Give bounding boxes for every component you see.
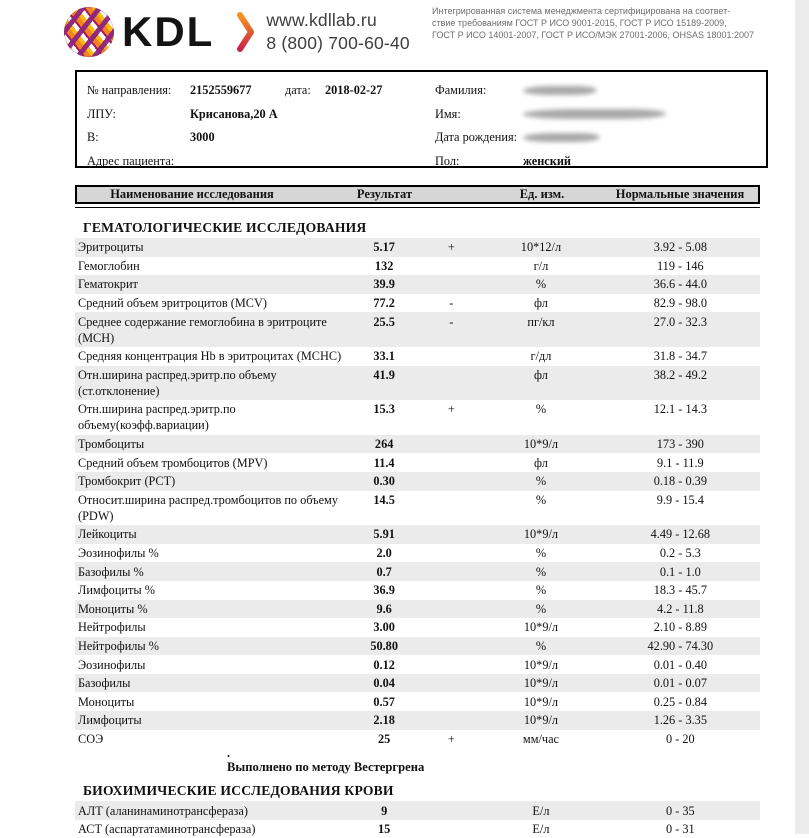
cell-test-name: Эозинофилы % xyxy=(78,546,159,561)
cell-normal-range: 0.01 - 0.07 xyxy=(653,676,707,691)
table-row xyxy=(75,600,760,619)
cell-unit: % xyxy=(535,583,547,598)
table-row xyxy=(75,820,760,838)
cell-result-value: 5.17 xyxy=(373,240,395,255)
cell-normal-range: 173 - 390 xyxy=(656,437,704,452)
cell-normal-range: 27.0 - 32.3 xyxy=(653,314,707,329)
cell-result-value: 36.9 xyxy=(373,583,395,598)
cell-result-value: 0.04 xyxy=(373,676,395,691)
table-row xyxy=(75,801,760,820)
scrollbar-track[interactable] xyxy=(795,0,809,834)
cell-normal-range: 42.90 - 74.30 xyxy=(647,638,714,653)
table-row xyxy=(75,312,760,347)
table-row xyxy=(75,674,760,693)
cell-result-value: 9.6 xyxy=(376,601,392,616)
table-row xyxy=(75,491,760,526)
cell-normal-range: 9.1 - 11.9 xyxy=(656,455,704,470)
cell-unit: 10*9/л xyxy=(523,527,559,542)
referral-label: № направления: xyxy=(87,83,172,98)
cell-result-value: 2.0 xyxy=(376,546,392,561)
contact-block xyxy=(266,9,410,55)
cell-normal-range: 2.10 - 8.89 xyxy=(653,620,707,635)
cell-unit: % xyxy=(535,546,547,561)
cell-result-value: 15 xyxy=(378,822,391,837)
redacted-name xyxy=(523,109,666,119)
cell-unit: мм/час xyxy=(522,731,559,746)
cell-test-name: Эритроциты xyxy=(78,240,144,255)
cell-unit: % xyxy=(535,474,547,489)
lpu-value: Крисанова,20 А xyxy=(190,106,278,121)
cell-unit: % xyxy=(535,277,547,292)
date-label: дата: xyxy=(285,83,311,98)
cell-result-value: 50.80 xyxy=(370,638,398,653)
cell-test-name: Моноциты % xyxy=(78,601,148,616)
cell-test-name: АСТ (аспартатаминотрансфераза) xyxy=(78,822,256,837)
table-row xyxy=(75,581,760,600)
kdl-logo-ball-icon xyxy=(64,7,114,57)
chevron-icon xyxy=(236,11,256,53)
cell-normal-range: 0 - 31 xyxy=(665,822,695,837)
cell-unit: г/л xyxy=(533,258,549,273)
cell-unit: 10*9/л xyxy=(523,437,559,452)
section-title: ГЕМАТОЛОГИЧЕСКИЕ ИССЛЕДОВАНИЯ xyxy=(83,220,367,235)
cell-unit: % xyxy=(535,402,547,417)
cell-result-value: 2.18 xyxy=(373,713,395,728)
cell-abnormal-flag: + xyxy=(447,402,455,417)
cell-result-value: 25.5 xyxy=(373,314,395,329)
certification-line: ствие требованиям ГОСТ Р ИСО 9001-2015, ГОСТ Р ИСО 15189-2009, xyxy=(432,18,727,29)
name-label: Имя: xyxy=(435,106,461,121)
cell-unit: фл xyxy=(534,367,548,382)
cell-test-name: Средний объем эритроцитов (MCV) xyxy=(78,296,267,311)
table-row xyxy=(75,692,760,711)
birthdate-label: Дата рождения: xyxy=(435,130,518,145)
table-row xyxy=(75,562,760,581)
cell-abnormal-flag: + xyxy=(447,731,455,746)
table-row xyxy=(75,257,760,276)
cell-normal-range: 0.2 - 5.3 xyxy=(659,546,701,561)
footnote-dot: . xyxy=(227,746,231,761)
cell-test-name: Средний объем тромбоцитов (MPV) xyxy=(78,455,268,470)
cell-test-name: Лимфоциты xyxy=(78,713,142,728)
cell-test-name: Нейтрофилы xyxy=(78,620,146,635)
v-value: 3000 xyxy=(190,130,215,145)
cell-normal-range: 0 - 20 xyxy=(665,731,695,746)
table-row xyxy=(75,544,760,563)
cell-normal-range: 38.2 - 49.2 xyxy=(653,367,707,382)
letterhead xyxy=(64,4,410,60)
cell-result-value: 0.7 xyxy=(376,564,392,579)
cell-unit: Е/л xyxy=(532,803,550,818)
cell-result-value: 132 xyxy=(374,258,394,273)
cell-result-value: 0.57 xyxy=(373,694,395,709)
table-row xyxy=(75,730,760,749)
table-row xyxy=(75,275,760,294)
table-row xyxy=(75,238,760,257)
cell-normal-range: 3.92 - 5.08 xyxy=(653,240,707,255)
cell-normal-range: 119 - 146 xyxy=(656,258,704,273)
cell-unit: 10*12/л xyxy=(520,240,562,255)
cell-unit: % xyxy=(535,492,547,507)
table-row xyxy=(75,347,760,366)
cell-unit: пг/кл xyxy=(527,314,555,329)
col-header-range: Нормальные значения xyxy=(615,187,745,201)
cell-result-value: 11.4 xyxy=(373,455,395,470)
table-row xyxy=(75,655,760,674)
certification-line: Интегрированная система менеджмента сертифицирована на соответ- xyxy=(432,6,731,16)
cell-test-name: Моноциты xyxy=(78,694,135,709)
patient-info-box xyxy=(75,70,768,168)
cell-test-name: Среднее содержание гемоглобина в эритроците (MCH) xyxy=(78,314,327,345)
cell-abnormal-flag: - xyxy=(449,296,454,311)
cell-result-value: 39.9 xyxy=(373,277,395,292)
report-body xyxy=(75,212,760,838)
certification-text xyxy=(432,5,798,41)
cell-unit: фл xyxy=(534,455,548,470)
cell-normal-range: 0.1 - 1.0 xyxy=(659,564,701,579)
website-link[interactable]: www.kdllab.ru xyxy=(266,10,377,31)
cell-test-name: Эозинофилы xyxy=(78,657,146,672)
cell-test-name: Средняя концентрация Hb в эритроцитах (MCHC) xyxy=(78,349,342,364)
cell-normal-range: 82.9 - 98.0 xyxy=(653,296,707,311)
redacted-birthdate xyxy=(523,133,600,142)
cell-result-value: 33.1 xyxy=(373,349,395,364)
cell-result-value: 3.00 xyxy=(373,620,395,635)
table-row xyxy=(75,711,760,730)
cell-test-name: Гемоглобин xyxy=(78,258,140,273)
table-row xyxy=(75,435,760,454)
cell-unit: 10*9/л xyxy=(523,657,559,672)
certification-line: ГОСТ Р ИСО 14001-2007, ГОСТ Р ИСО/МЭК 27001-2006, OHSAS 18001:2007 xyxy=(432,30,755,41)
cell-normal-range: 4.49 - 12.68 xyxy=(650,527,711,542)
cell-normal-range: 0.18 - 0.39 xyxy=(653,474,707,489)
cell-result-value: 41.9 xyxy=(373,367,395,382)
patient-box-left xyxy=(87,79,382,173)
cell-test-name: Лимфоциты % xyxy=(78,583,155,598)
table-row xyxy=(75,472,760,491)
table-row xyxy=(75,294,760,313)
section-title: БИОХИМИЧЕСКИЕ ИССЛЕДОВАНИЯ КРОВИ xyxy=(83,783,394,799)
col-header-result: Результат xyxy=(356,187,413,201)
table-row xyxy=(75,453,760,472)
cell-normal-range: 18.3 - 45.7 xyxy=(653,583,707,598)
cell-test-name: Отн.ширина распред.эритр.по объему (ст.отклонение) xyxy=(78,367,277,398)
cell-normal-range: 4.2 - 11.8 xyxy=(656,601,704,616)
table-row xyxy=(75,400,760,435)
col-header-name: Наименование исследования xyxy=(110,187,274,201)
cell-test-name: Тромбокрит (PCT) xyxy=(78,474,176,489)
phone-number: 8 (800) 700-60-40 xyxy=(266,33,410,53)
redacted-surname xyxy=(523,86,597,95)
cell-unit: 10*9/л xyxy=(523,694,559,709)
cell-result-value: 14.5 xyxy=(373,492,395,507)
cell-unit: Е/л xyxy=(532,822,550,837)
cell-unit: 10*9/л xyxy=(523,620,559,635)
cell-test-name: Отн.ширина распред.эритр.по объему(коэфф.вариации) xyxy=(78,402,236,433)
patient-box-right xyxy=(435,79,666,173)
cell-test-name: Нейтрофилы % xyxy=(78,638,160,653)
cell-result-value: 0.30 xyxy=(373,474,395,489)
kdl-logo-text: KDL xyxy=(122,8,215,55)
table-row xyxy=(75,618,760,637)
cell-result-value: 264 xyxy=(374,437,394,452)
cell-result-value: 5.91 xyxy=(373,527,395,542)
cell-unit: 10*9/л xyxy=(523,713,559,728)
cell-normal-range: 12.1 - 14.3 xyxy=(653,402,707,417)
cell-unit: г/дл xyxy=(530,349,552,364)
cell-abnormal-flag: + xyxy=(447,240,455,255)
cell-test-name: Базофилы xyxy=(78,676,131,691)
col-header-unit: Ед. изм. xyxy=(519,187,565,201)
v-label: В: xyxy=(87,130,99,145)
cell-abnormal-flag: - xyxy=(449,314,454,329)
cell-normal-range: 31.8 - 34.7 xyxy=(653,349,707,364)
cell-result-value: 77.2 xyxy=(373,296,395,311)
address-label: Адрес пациента: xyxy=(87,153,175,168)
cell-test-name: СОЭ xyxy=(78,731,104,746)
referral-value: 2152559677 xyxy=(190,83,252,98)
cell-normal-range: 0.01 - 0.40 xyxy=(653,657,707,672)
cell-result-value: 9 xyxy=(381,803,388,818)
cell-unit: 10*9/л xyxy=(523,676,559,691)
method-note: Выполнено по методу Вестергрена xyxy=(227,760,425,775)
cell-unit: % xyxy=(535,638,547,653)
cell-normal-range: 9.9 - 15.4 xyxy=(656,492,704,507)
cell-normal-range: 1.26 - 3.35 xyxy=(653,713,707,728)
cell-unit: % xyxy=(535,564,547,579)
sex-value: женский xyxy=(523,153,572,168)
table-row xyxy=(75,637,760,656)
cell-test-name: Лейкоциты xyxy=(78,527,137,542)
sex-label: Пол: xyxy=(435,153,460,168)
cell-result-value: 25 xyxy=(378,731,391,746)
cell-test-name: Относит.ширина распред.тромбоцитов по объему (PDW) xyxy=(78,492,338,523)
cell-test-name: Тромбоциты xyxy=(78,437,145,452)
cell-unit: фл xyxy=(534,296,548,311)
cell-test-name: Базофилы % xyxy=(78,564,144,579)
table-header xyxy=(75,185,760,204)
date-value: 2018-02-27 xyxy=(325,83,383,98)
table-header-rule xyxy=(75,207,760,208)
cell-test-name: Гематокрит xyxy=(78,277,138,292)
cell-result-value: 0.12 xyxy=(373,657,395,672)
cell-normal-range: 0.25 - 0.84 xyxy=(653,694,707,709)
lpu-label: ЛПУ: xyxy=(87,106,116,121)
table-row xyxy=(75,525,760,544)
cell-normal-range: 0 - 35 xyxy=(665,803,695,818)
table-row xyxy=(75,366,760,401)
cell-result-value: 15.3 xyxy=(373,402,395,417)
cell-normal-range: 36.6 - 44.0 xyxy=(653,277,707,292)
cell-test-name: АЛТ (аланинаминотрансфераза) xyxy=(78,803,248,818)
surname-label: Фамилия: xyxy=(435,83,487,98)
cell-unit: % xyxy=(535,601,547,616)
